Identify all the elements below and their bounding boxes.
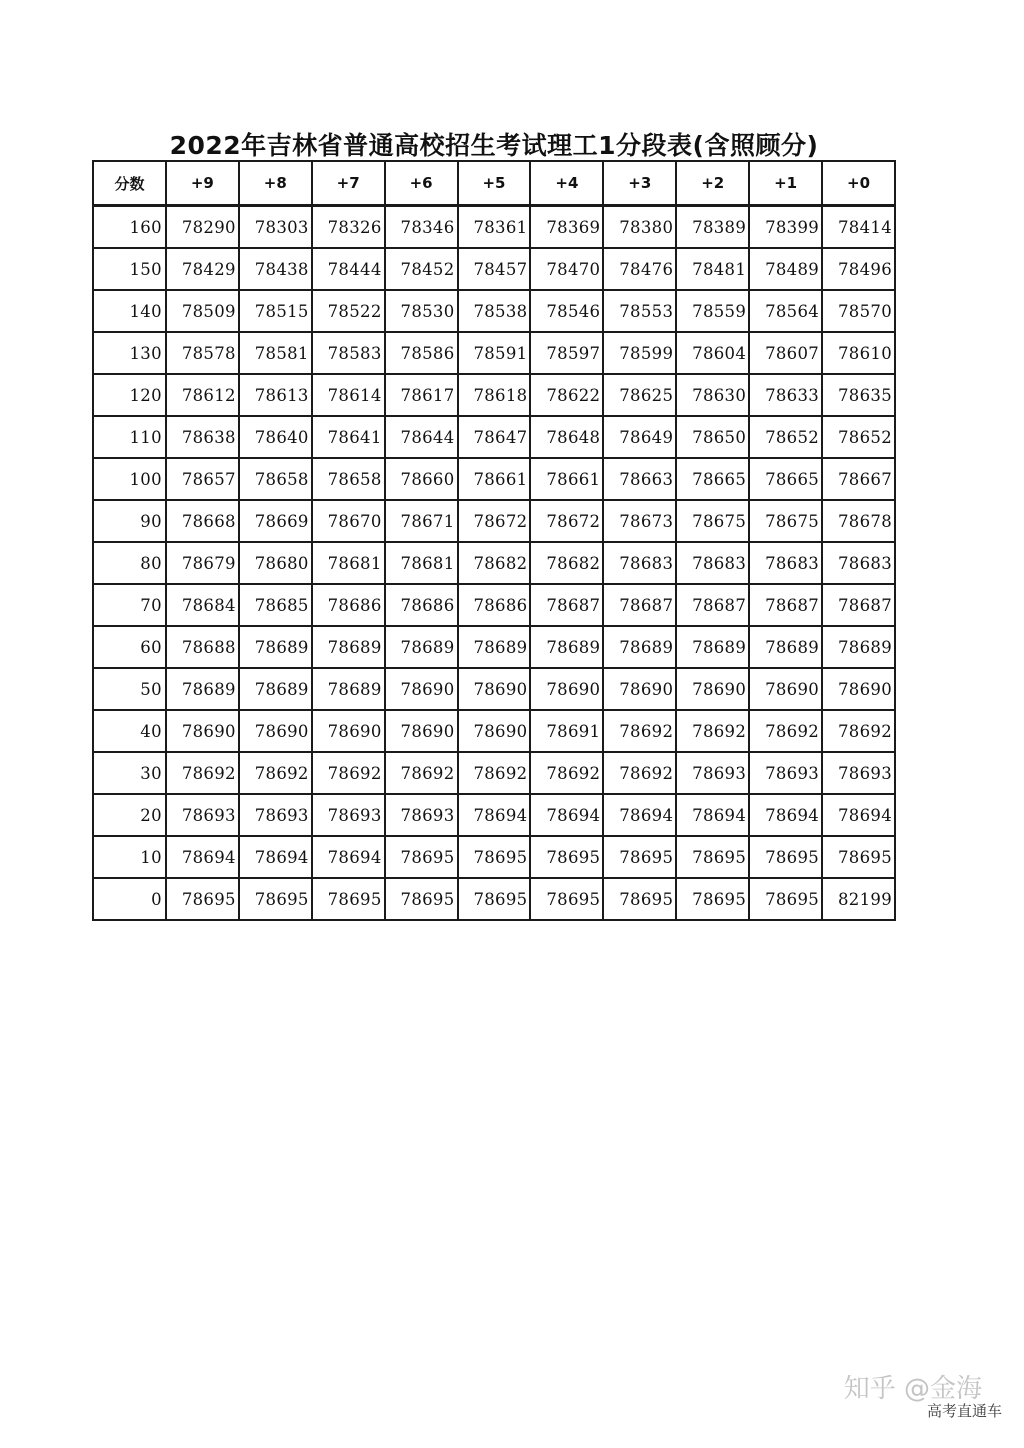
cumulative-count-cell: 78610: [822, 332, 895, 374]
cumulative-count-cell: 78689: [749, 626, 822, 668]
cumulative-count-cell: 78695: [749, 836, 822, 878]
cumulative-count-cell: 78690: [312, 710, 385, 752]
watermark-sub-text: 高考直通车: [926, 1402, 1002, 1420]
cumulative-count-cell: 78667: [822, 458, 895, 500]
cumulative-count-cell: 78688: [166, 626, 239, 668]
cumulative-count-cell: 78570: [822, 290, 895, 332]
score-cell: 80: [93, 542, 166, 584]
cumulative-count-cell: 78686: [312, 584, 385, 626]
cumulative-count-cell: 78452: [385, 248, 458, 290]
cumulative-count-cell: 78695: [166, 878, 239, 920]
cumulative-count-cell: 78695: [749, 878, 822, 920]
cumulative-count-cell: 78690: [603, 668, 676, 710]
cumulative-count-cell: 78665: [676, 458, 749, 500]
score-distribution-table: [92, 160, 896, 921]
cumulative-count-cell: 78692: [603, 752, 676, 794]
cumulative-count-cell: 78630: [676, 374, 749, 416]
cumulative-count-cell: 78695: [458, 836, 531, 878]
cumulative-count-cell: 78690: [676, 668, 749, 710]
cumulative-count-cell: 78692: [458, 752, 531, 794]
cumulative-count-cell: 78694: [822, 794, 895, 836]
cumulative-count-cell: 78650: [676, 416, 749, 458]
cumulative-count-cell: 78663: [603, 458, 676, 500]
score-cell: 160: [93, 206, 166, 249]
cumulative-count-cell: 78369: [530, 206, 603, 249]
cumulative-count-cell: 78692: [166, 752, 239, 794]
cumulative-count-cell: 78399: [749, 206, 822, 249]
header-offset: +8: [239, 161, 312, 206]
table-row: [93, 836, 895, 878]
header-offset: +3: [603, 161, 676, 206]
cumulative-count-cell: 78682: [458, 542, 531, 584]
cumulative-count-cell: 78695: [676, 878, 749, 920]
cumulative-count-cell: 78444: [312, 248, 385, 290]
cumulative-count-cell: 78672: [458, 500, 531, 542]
cumulative-count-cell: 78692: [312, 752, 385, 794]
cumulative-count-cell: 78326: [312, 206, 385, 249]
cumulative-count-cell: 78481: [676, 248, 749, 290]
cumulative-count-cell: 78694: [239, 836, 312, 878]
cumulative-count-cell: 78687: [749, 584, 822, 626]
cumulative-count-cell: 78689: [312, 626, 385, 668]
cumulative-count-cell: 78622: [530, 374, 603, 416]
cumulative-count-cell: 78346: [385, 206, 458, 249]
cumulative-count-cell: 78661: [530, 458, 603, 500]
cumulative-count-cell: 78689: [530, 626, 603, 668]
cumulative-count-cell: 78429: [166, 248, 239, 290]
cumulative-count-cell: 78690: [166, 710, 239, 752]
table-row: [93, 374, 895, 416]
header-offset: +4: [530, 161, 603, 206]
cumulative-count-cell: 78361: [458, 206, 531, 249]
cumulative-count-cell: 78689: [676, 626, 749, 668]
table-row: [93, 878, 895, 920]
header-offset: +1: [749, 161, 822, 206]
cumulative-count-cell: 78641: [312, 416, 385, 458]
table-row: [93, 794, 895, 836]
cumulative-count-cell: 78687: [676, 584, 749, 626]
cumulative-count-cell: 78661: [458, 458, 531, 500]
cumulative-count-cell: 78681: [385, 542, 458, 584]
header-offset: +7: [312, 161, 385, 206]
score-cell: 10: [93, 836, 166, 878]
cumulative-count-cell: 78612: [166, 374, 239, 416]
cumulative-count-cell: 78564: [749, 290, 822, 332]
cumulative-count-cell: 78671: [385, 500, 458, 542]
header-offset: +2: [676, 161, 749, 206]
cumulative-count-cell: 78583: [312, 332, 385, 374]
cumulative-count-cell: 78695: [676, 836, 749, 878]
cumulative-count-cell: 78687: [530, 584, 603, 626]
cumulative-count-cell: 78691: [530, 710, 603, 752]
cumulative-count-cell: 78591: [458, 332, 531, 374]
cumulative-count-cell: 78693: [385, 794, 458, 836]
score-cell: 130: [93, 332, 166, 374]
cumulative-count-cell: 78617: [385, 374, 458, 416]
cumulative-count-cell: 78692: [749, 710, 822, 752]
table-row: [93, 458, 895, 500]
cumulative-count-cell: 78695: [603, 836, 676, 878]
cumulative-count-cell: 78303: [239, 206, 312, 249]
header-offset: +5: [458, 161, 531, 206]
cumulative-count-cell: 78625: [603, 374, 676, 416]
cumulative-count-cell: 78685: [239, 584, 312, 626]
table-row: [93, 668, 895, 710]
cumulative-count-cell: 78678: [822, 500, 895, 542]
cumulative-count-cell: 78695: [822, 836, 895, 878]
cumulative-count-cell: 78687: [603, 584, 676, 626]
cumulative-count-cell: 78692: [822, 710, 895, 752]
cumulative-count-cell: 78457: [458, 248, 531, 290]
cumulative-count-cell: 78438: [239, 248, 312, 290]
cumulative-count-cell: 78638: [166, 416, 239, 458]
score-cell: 140: [93, 290, 166, 332]
table-row: [93, 542, 895, 584]
score-cell: 30: [93, 752, 166, 794]
cumulative-count-cell: 78692: [239, 752, 312, 794]
cumulative-count-cell: 78689: [239, 668, 312, 710]
cumulative-count-cell: 78690: [239, 710, 312, 752]
cumulative-count-cell: 78686: [458, 584, 531, 626]
cumulative-count-cell: 78578: [166, 332, 239, 374]
cumulative-count-cell: 78607: [749, 332, 822, 374]
cumulative-count-cell: 78670: [312, 500, 385, 542]
cumulative-count-cell: 78694: [530, 794, 603, 836]
cumulative-count-cell: 78695: [603, 878, 676, 920]
table-row: [93, 752, 895, 794]
table-row: [93, 290, 895, 332]
watermark-main-text: 知乎 @金海: [843, 1374, 982, 1404]
cumulative-count-cell: 78618: [458, 374, 531, 416]
cumulative-count-cell: 78695: [312, 878, 385, 920]
table-row: [93, 206, 895, 249]
cumulative-count-cell: 78380: [603, 206, 676, 249]
cumulative-count-cell: 78689: [385, 626, 458, 668]
cumulative-count-cell: 78652: [749, 416, 822, 458]
table-header-row: [93, 161, 895, 206]
cumulative-count-cell: 78649: [603, 416, 676, 458]
score-cell: 70: [93, 584, 166, 626]
cumulative-count-cell: 78648: [530, 416, 603, 458]
cumulative-count-cell: 78693: [749, 752, 822, 794]
cumulative-count-cell: 78689: [458, 626, 531, 668]
cumulative-count-cell: 78682: [530, 542, 603, 584]
score-cell: 0: [93, 878, 166, 920]
cumulative-count-cell: 78692: [385, 752, 458, 794]
cumulative-count-cell: 78694: [166, 836, 239, 878]
cumulative-count-cell: 78692: [603, 710, 676, 752]
score-cell: 110: [93, 416, 166, 458]
cumulative-count-cell: 78599: [603, 332, 676, 374]
cumulative-count-cell: 78604: [676, 332, 749, 374]
cumulative-count-cell: 78644: [385, 416, 458, 458]
cumulative-count-cell: 78657: [166, 458, 239, 500]
cumulative-count-cell: 78690: [385, 710, 458, 752]
cumulative-count-cell: 78693: [822, 752, 895, 794]
cumulative-count-cell: 78690: [458, 710, 531, 752]
cumulative-count-cell: 78695: [385, 878, 458, 920]
header-offset: +9: [166, 161, 239, 206]
cumulative-count-cell: 78290: [166, 206, 239, 249]
cumulative-count-cell: 78684: [166, 584, 239, 626]
table-row: [93, 584, 895, 626]
cumulative-count-cell: 78695: [385, 836, 458, 878]
cumulative-count-cell: 78652: [822, 416, 895, 458]
cumulative-count-cell: 78693: [166, 794, 239, 836]
table-row: [93, 248, 895, 290]
cumulative-count-cell: 78687: [822, 584, 895, 626]
cumulative-count-cell: 78686: [385, 584, 458, 626]
cumulative-count-cell: 78581: [239, 332, 312, 374]
cumulative-count-cell: 78683: [676, 542, 749, 584]
cumulative-count-cell: 78633: [749, 374, 822, 416]
cumulative-count-cell: 78695: [458, 878, 531, 920]
cumulative-count-cell: 78695: [530, 836, 603, 878]
cumulative-count-cell: 78690: [458, 668, 531, 710]
cumulative-count-cell: 78689: [312, 668, 385, 710]
cumulative-count-cell: 78689: [166, 668, 239, 710]
cumulative-count-cell: 78496: [822, 248, 895, 290]
cumulative-count-cell: 78597: [530, 332, 603, 374]
cumulative-count-cell: 78635: [822, 374, 895, 416]
cumulative-count-cell: 78690: [385, 668, 458, 710]
cumulative-count-cell: 78673: [603, 500, 676, 542]
cumulative-count-cell: 78694: [458, 794, 531, 836]
cumulative-count-cell: 78614: [312, 374, 385, 416]
cumulative-count-cell: 78689: [239, 626, 312, 668]
cumulative-count-cell: 78658: [239, 458, 312, 500]
score-cell: 40: [93, 710, 166, 752]
cumulative-count-cell: 78675: [749, 500, 822, 542]
cumulative-count-cell: 78559: [676, 290, 749, 332]
cumulative-count-cell: 78694: [312, 836, 385, 878]
cumulative-count-cell: 78389: [676, 206, 749, 249]
table-row: [93, 710, 895, 752]
cumulative-count-cell: 78693: [312, 794, 385, 836]
cumulative-count-cell: 78613: [239, 374, 312, 416]
cumulative-count-cell: 78647: [458, 416, 531, 458]
page-title: 2022年吉林省普通高校招生考试理工1分段表(含照顾分): [169, 131, 819, 160]
cumulative-count-cell: 78694: [749, 794, 822, 836]
cumulative-count-cell: 82199: [822, 878, 895, 920]
cumulative-count-cell: 78683: [749, 542, 822, 584]
cumulative-count-cell: 78538: [458, 290, 531, 332]
cumulative-count-cell: 78530: [385, 290, 458, 332]
cumulative-count-cell: 78476: [603, 248, 676, 290]
table-row: [93, 500, 895, 542]
cumulative-count-cell: 78692: [530, 752, 603, 794]
cumulative-count-cell: 78669: [239, 500, 312, 542]
cumulative-count-cell: 78660: [385, 458, 458, 500]
cumulative-count-cell: 78672: [530, 500, 603, 542]
cumulative-count-cell: 78665: [749, 458, 822, 500]
header-offset: +6: [385, 161, 458, 206]
cumulative-count-cell: 78470: [530, 248, 603, 290]
cumulative-count-cell: 78692: [676, 710, 749, 752]
score-cell: 60: [93, 626, 166, 668]
table-row: [93, 626, 895, 668]
score-cell: 150: [93, 248, 166, 290]
cumulative-count-cell: 78695: [239, 878, 312, 920]
cumulative-count-cell: 78690: [822, 668, 895, 710]
cumulative-count-cell: 78658: [312, 458, 385, 500]
cumulative-count-cell: 78690: [530, 668, 603, 710]
cumulative-count-cell: 78695: [530, 878, 603, 920]
score-cell: 90: [93, 500, 166, 542]
header-score: 分数: [93, 161, 166, 206]
cumulative-count-cell: 78586: [385, 332, 458, 374]
score-cell: 50: [93, 668, 166, 710]
watermark: [802, 1368, 1002, 1428]
cumulative-count-cell: 78689: [822, 626, 895, 668]
cumulative-count-cell: 78546: [530, 290, 603, 332]
cumulative-count-cell: 78689: [603, 626, 676, 668]
cumulative-count-cell: 78683: [603, 542, 676, 584]
cumulative-count-cell: 78522: [312, 290, 385, 332]
score-cell: 20: [93, 794, 166, 836]
cumulative-count-cell: 78693: [239, 794, 312, 836]
table-row: [93, 332, 895, 374]
cumulative-count-cell: 78414: [822, 206, 895, 249]
score-cell: 120: [93, 374, 166, 416]
cumulative-count-cell: 78683: [822, 542, 895, 584]
cumulative-count-cell: 78694: [676, 794, 749, 836]
cumulative-count-cell: 78489: [749, 248, 822, 290]
cumulative-count-cell: 78680: [239, 542, 312, 584]
cumulative-count-cell: 78553: [603, 290, 676, 332]
table-body: [93, 206, 895, 921]
score-cell: 100: [93, 458, 166, 500]
cumulative-count-cell: 78675: [676, 500, 749, 542]
cumulative-count-cell: 78690: [749, 668, 822, 710]
cumulative-count-cell: 78681: [312, 542, 385, 584]
cumulative-count-cell: 78693: [676, 752, 749, 794]
cumulative-count-cell: 78694: [603, 794, 676, 836]
cumulative-count-cell: 78515: [239, 290, 312, 332]
cumulative-count-cell: 78640: [239, 416, 312, 458]
header-offset: +0: [822, 161, 895, 206]
cumulative-count-cell: 78679: [166, 542, 239, 584]
cumulative-count-cell: 78668: [166, 500, 239, 542]
table-row: [93, 416, 895, 458]
cumulative-count-cell: 78509: [166, 290, 239, 332]
